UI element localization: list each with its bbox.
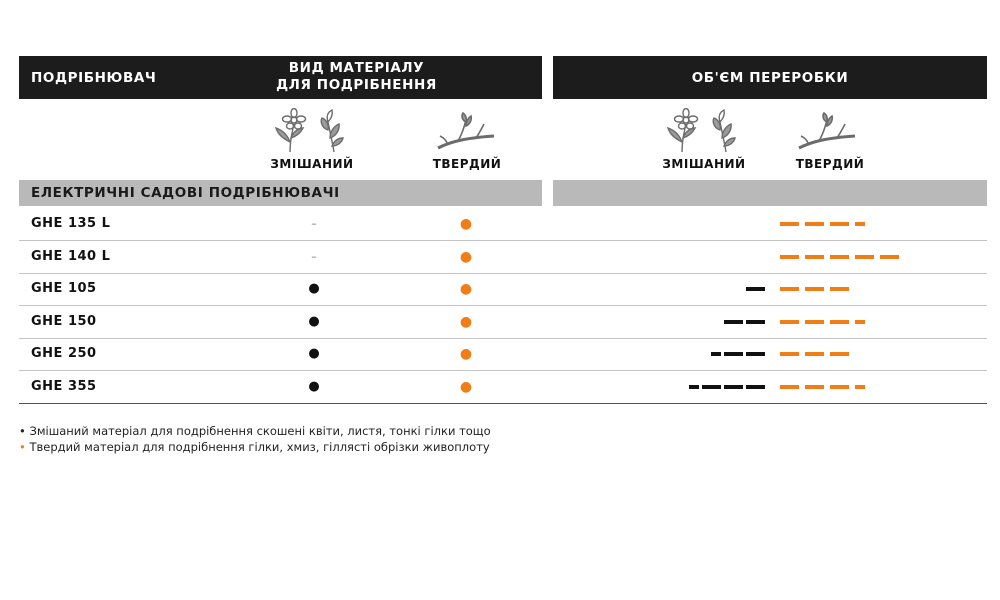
mixed-material-mark: – bbox=[311, 249, 317, 263]
hard-volume-bar-segment bbox=[855, 320, 865, 324]
hard-label-left: ТВЕРДИЙ bbox=[432, 157, 502, 171]
mixed-volume-bar-segment bbox=[724, 385, 743, 389]
model-name: GHE 140 L bbox=[31, 248, 111, 264]
mixed-volume-bar-segment bbox=[702, 385, 721, 389]
mixed-material-mark: ● bbox=[308, 379, 320, 394]
note-mixed-text: Змішаний матеріал для подрібнення скошені квіти, листя, тонкі гілки тощо bbox=[29, 424, 491, 438]
note-mixed bbox=[19, 424, 491, 438]
mixed-volume-bar-segment bbox=[711, 352, 721, 356]
model-name: GHE 250 bbox=[31, 346, 97, 362]
note-hard-bullet: • bbox=[19, 440, 26, 454]
mixed-material-mark: – bbox=[311, 217, 317, 230]
mixed-volume-bar-segment bbox=[689, 385, 699, 389]
hard-volume-bar-segment bbox=[805, 385, 824, 389]
header-left bbox=[19, 56, 542, 99]
hard-volume-bar-segment bbox=[855, 255, 874, 259]
hard-material-mark: ● bbox=[459, 313, 473, 330]
hard-volume-bar-segment bbox=[880, 255, 899, 259]
hard-volume-bar-segment bbox=[805, 320, 824, 324]
mixed-volume-bar-segment bbox=[746, 385, 765, 389]
model-name: GHE 150 bbox=[31, 313, 97, 329]
mixed-volume-bar-segment bbox=[724, 320, 743, 324]
table-row bbox=[19, 371, 987, 404]
hard-material-mark: ● bbox=[459, 216, 473, 232]
flower-leaf-icon bbox=[664, 108, 744, 154]
section-title: ЕЛЕКТРИЧНІ САДОВІ ПОДРІБНЮВАЧІ bbox=[31, 185, 340, 201]
hard-volume-bar-segment bbox=[855, 385, 865, 389]
hard-volume-bar-segment bbox=[780, 222, 799, 226]
hard-material-mark: ● bbox=[459, 379, 473, 395]
mixed-label-right: ЗМІШАНИЙ bbox=[662, 157, 746, 171]
header-material-line2: ДЛЯ ПОДРІБНЕННЯ bbox=[276, 77, 437, 93]
mixed-material-mark: ● bbox=[308, 313, 320, 329]
header-model: ПОДРІБНЮВАЧ bbox=[31, 69, 157, 86]
model-name: GHE 355 bbox=[31, 379, 97, 394]
table-row bbox=[19, 208, 987, 241]
table-row bbox=[19, 338, 987, 371]
hard-volume-bar-segment bbox=[805, 287, 824, 291]
hard-volume-bar-segment bbox=[855, 222, 865, 226]
header-material-line1: ВИД МАТЕРІАЛУ bbox=[288, 60, 425, 76]
hard-volume-bar-segment bbox=[830, 255, 849, 259]
hard-volume-bar-segment bbox=[830, 320, 849, 324]
hard-volume-bar-segment bbox=[805, 255, 824, 259]
model-name: GHE 135 L bbox=[31, 216, 111, 231]
mixed-volume-bar-segment bbox=[724, 352, 743, 356]
model-name: GHE 105 bbox=[31, 281, 97, 297]
table-row bbox=[19, 273, 987, 306]
hard-material-mark: ● bbox=[459, 281, 473, 298]
hard-volume-bar-segment bbox=[780, 352, 799, 356]
header-volume: ОБ'ЄМ ПЕРЕРОБКИ bbox=[691, 69, 849, 86]
hard-label-right: ТВЕРДИЙ bbox=[795, 157, 865, 171]
hard-volume-bar-segment bbox=[830, 222, 849, 226]
note-mixed-bullet: • bbox=[19, 424, 26, 438]
branch-icon bbox=[797, 110, 857, 152]
mixed-material-mark: ● bbox=[308, 346, 320, 362]
flower-leaf-icon bbox=[272, 108, 352, 154]
hard-volume-bar-segment bbox=[830, 352, 849, 356]
mixed-volume-bar-segment bbox=[746, 352, 765, 356]
hard-volume-bar-segment bbox=[780, 255, 799, 259]
section-bar-left bbox=[19, 180, 542, 206]
hard-volume-bar-segment bbox=[805, 222, 824, 226]
mixed-material-mark: ● bbox=[308, 281, 320, 297]
branch-icon bbox=[436, 110, 496, 152]
hard-volume-bar-segment bbox=[780, 320, 799, 324]
section-bar-right bbox=[553, 180, 987, 206]
note-hard-text: Твердий матеріал для подрібнення гілки, хмиз, гіллясті обрізки живоплоту bbox=[29, 440, 490, 454]
note-hard bbox=[19, 440, 490, 454]
mixed-label-left: ЗМІШАНИЙ bbox=[270, 157, 354, 171]
hard-material-mark: ● bbox=[459, 248, 473, 265]
table-row bbox=[19, 241, 987, 274]
mixed-volume-bar-segment bbox=[746, 287, 765, 291]
header-material bbox=[274, 60, 439, 94]
hard-volume-bar-segment bbox=[780, 287, 799, 291]
hard-material-mark: ● bbox=[459, 346, 473, 363]
mixed-volume-bar-segment bbox=[746, 320, 765, 324]
hard-volume-bar-segment bbox=[830, 287, 849, 291]
header-right bbox=[553, 56, 987, 99]
hard-volume-bar-segment bbox=[830, 385, 849, 389]
hard-volume-bar-segment bbox=[780, 385, 799, 389]
table-row bbox=[19, 306, 987, 339]
hard-volume-bar-segment bbox=[805, 352, 824, 356]
